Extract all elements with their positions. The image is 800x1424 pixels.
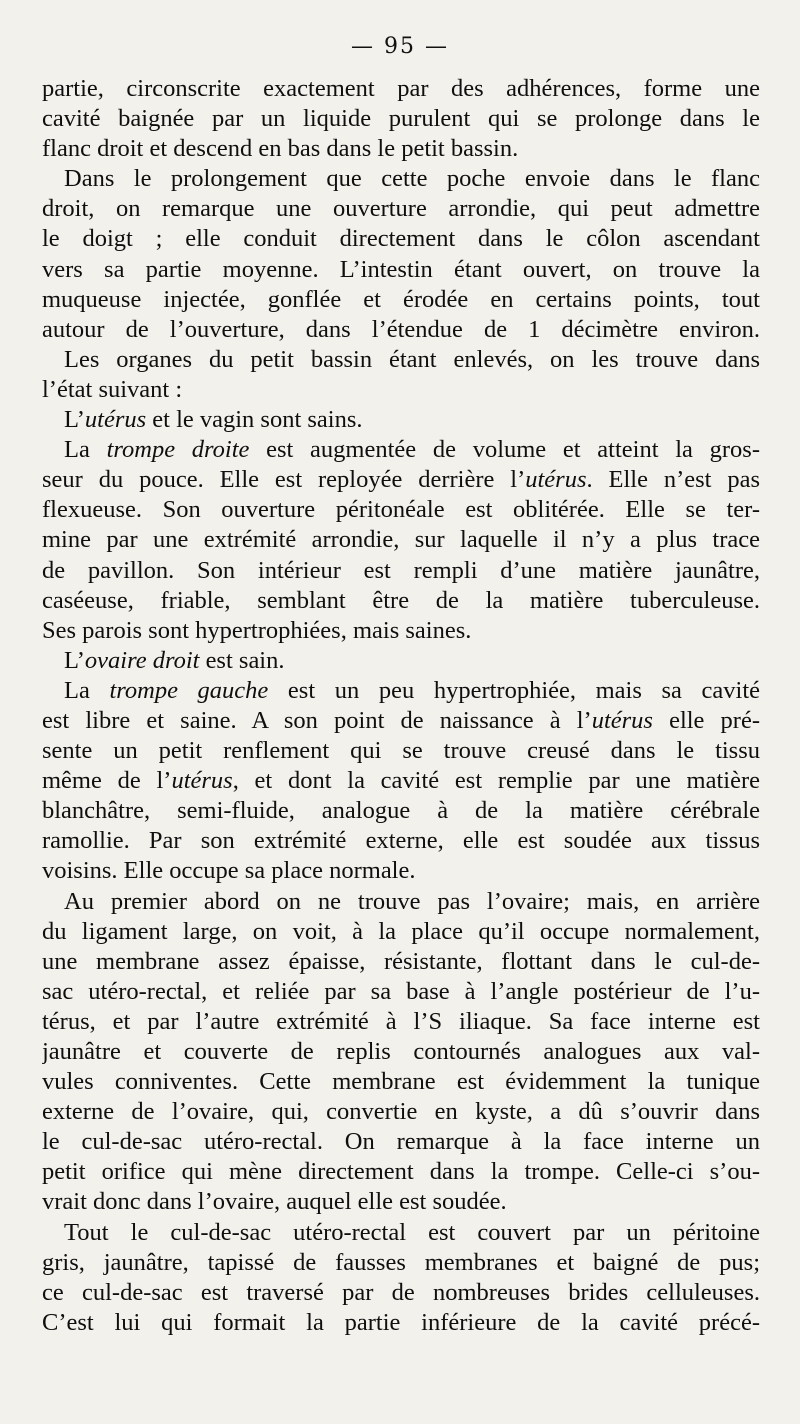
text-line: ce cul-de-sac est traversé par de nombreuses brides celluleuses. (42, 1278, 760, 1306)
text-line: le doigt ; elle conduit directement dans le côlon ascendant (42, 225, 760, 253)
text-line: ramollie. Par son extrémité externe, elle est soudée aux tissus (42, 827, 760, 855)
text-line: cavité baignée par un liquide purulent qui se prolonge dans le (42, 105, 760, 133)
text-line: l’état suivant : (42, 375, 183, 403)
text-line: voisins. Elle occupe sa place normale. (42, 857, 416, 885)
text-line: sente un petit renflement qui se trouve creusé dans le tissu (42, 737, 760, 765)
text-line: du ligament large, on voit, à la place qu’il occupe normalement, (42, 917, 760, 945)
text-line: est libre et saine. A son point de naissance à l’utérus elle pré- (42, 706, 760, 734)
text-line: vules conniventes. Cette membrane est évidemment la tunique (42, 1068, 760, 1096)
text-line: Au premier abord on ne trouve pas l’ovaire; mais, en arrière (64, 887, 760, 915)
text-line: caséeuse, friable, semblant être de la matière tuberculeuse. (42, 586, 760, 614)
text-line: flanc droit et descend en bas dans le petit bassin. (42, 135, 519, 163)
text-line: blanchâtre, semi-fluide, analogue à de la matière cérébrale (42, 797, 760, 825)
text-line: jaunâtre et couverte de replis contournés analogues aux val- (42, 1038, 760, 1065)
text-line: le cul-de-sac utéro-rectal. On remarque à la face interne un (42, 1128, 760, 1156)
text-line: droit, on remarque une ouverture arrondie, qui peut admettre (42, 195, 760, 223)
text-line: sac utéro-rectal, et reliée par sa base à l’angle postérieur de l’u- (42, 977, 760, 1005)
text-line: de pavillon. Son intérieur est rempli d’une matière jaunâtre, (42, 556, 760, 584)
text-line: seur du pouce. Elle est reployée derrière l’utérus. Elle n’est pas (42, 466, 760, 494)
text-line: petit orifice qui mène directement dans la trompe. Celle-ci s’ou- (42, 1158, 760, 1186)
body-text (42, 74, 760, 1338)
text-line: Dans le prolongement que cette poche envoie dans le flanc (64, 165, 760, 193)
text-line: vrait donc dans l’ovaire, auquel elle est soudée. (42, 1188, 507, 1216)
text-line: vers sa partie moyenne. L’intestin étant ouvert, on trouve la (42, 255, 760, 283)
text-line: Ses parois sont hypertrophiées, mais saines. (42, 616, 472, 644)
text-line: térus, et par l’autre extrémité à l’S iliaque. Sa face interne est (42, 1007, 760, 1035)
text-line: flexueuse. Son ouverture péritonéale est oblitérée. Elle se ter- (42, 496, 760, 524)
text-line: même de l’utérus, et dont la cavité est remplie par une matière (42, 767, 760, 795)
text-line: Tout le cul-de-sac utéro-rectal est couvert par un péritoine (64, 1218, 760, 1246)
text-line: Les organes du petit bassin étant enlevés, on les trouve dans (64, 345, 760, 373)
page-number: — 95 — (351, 34, 449, 59)
text-line: partie, circonscrite exactement par des adhérences, forme une (42, 75, 760, 102)
text-line: mine par une extrémité arrondie, sur laquelle il n’y a plus trace (42, 526, 760, 554)
text-line: L’utérus et le vagin sont sains. (64, 406, 363, 434)
text-line: autour de l’ouverture, dans l’étendue de 1 décimètre environ. (42, 315, 760, 343)
text-line: muqueuse injectée, gonflée et érodée en certains points, tout (42, 285, 760, 313)
text-line: une membrane assez épaisse, résistante, flottant dans le cul-de- (42, 947, 760, 975)
text-line: externe de l’ovaire, qui, convertie en kyste, a dû s’ouvrir dans (42, 1098, 760, 1126)
text-line: La trompe gauche est un peu hypertrophiée, mais sa cavité (64, 676, 760, 704)
text-line: C’est lui qui formait la partie inférieure de la cavité précé- (42, 1308, 760, 1336)
text-line: gris, jaunâtre, tapissé de fausses membranes et baigné de pus; (42, 1248, 760, 1276)
text-line: La trompe droite est augmentée de volume et atteint la gros- (64, 436, 760, 464)
text-line: L’ovaire droit est sain. (64, 646, 285, 674)
